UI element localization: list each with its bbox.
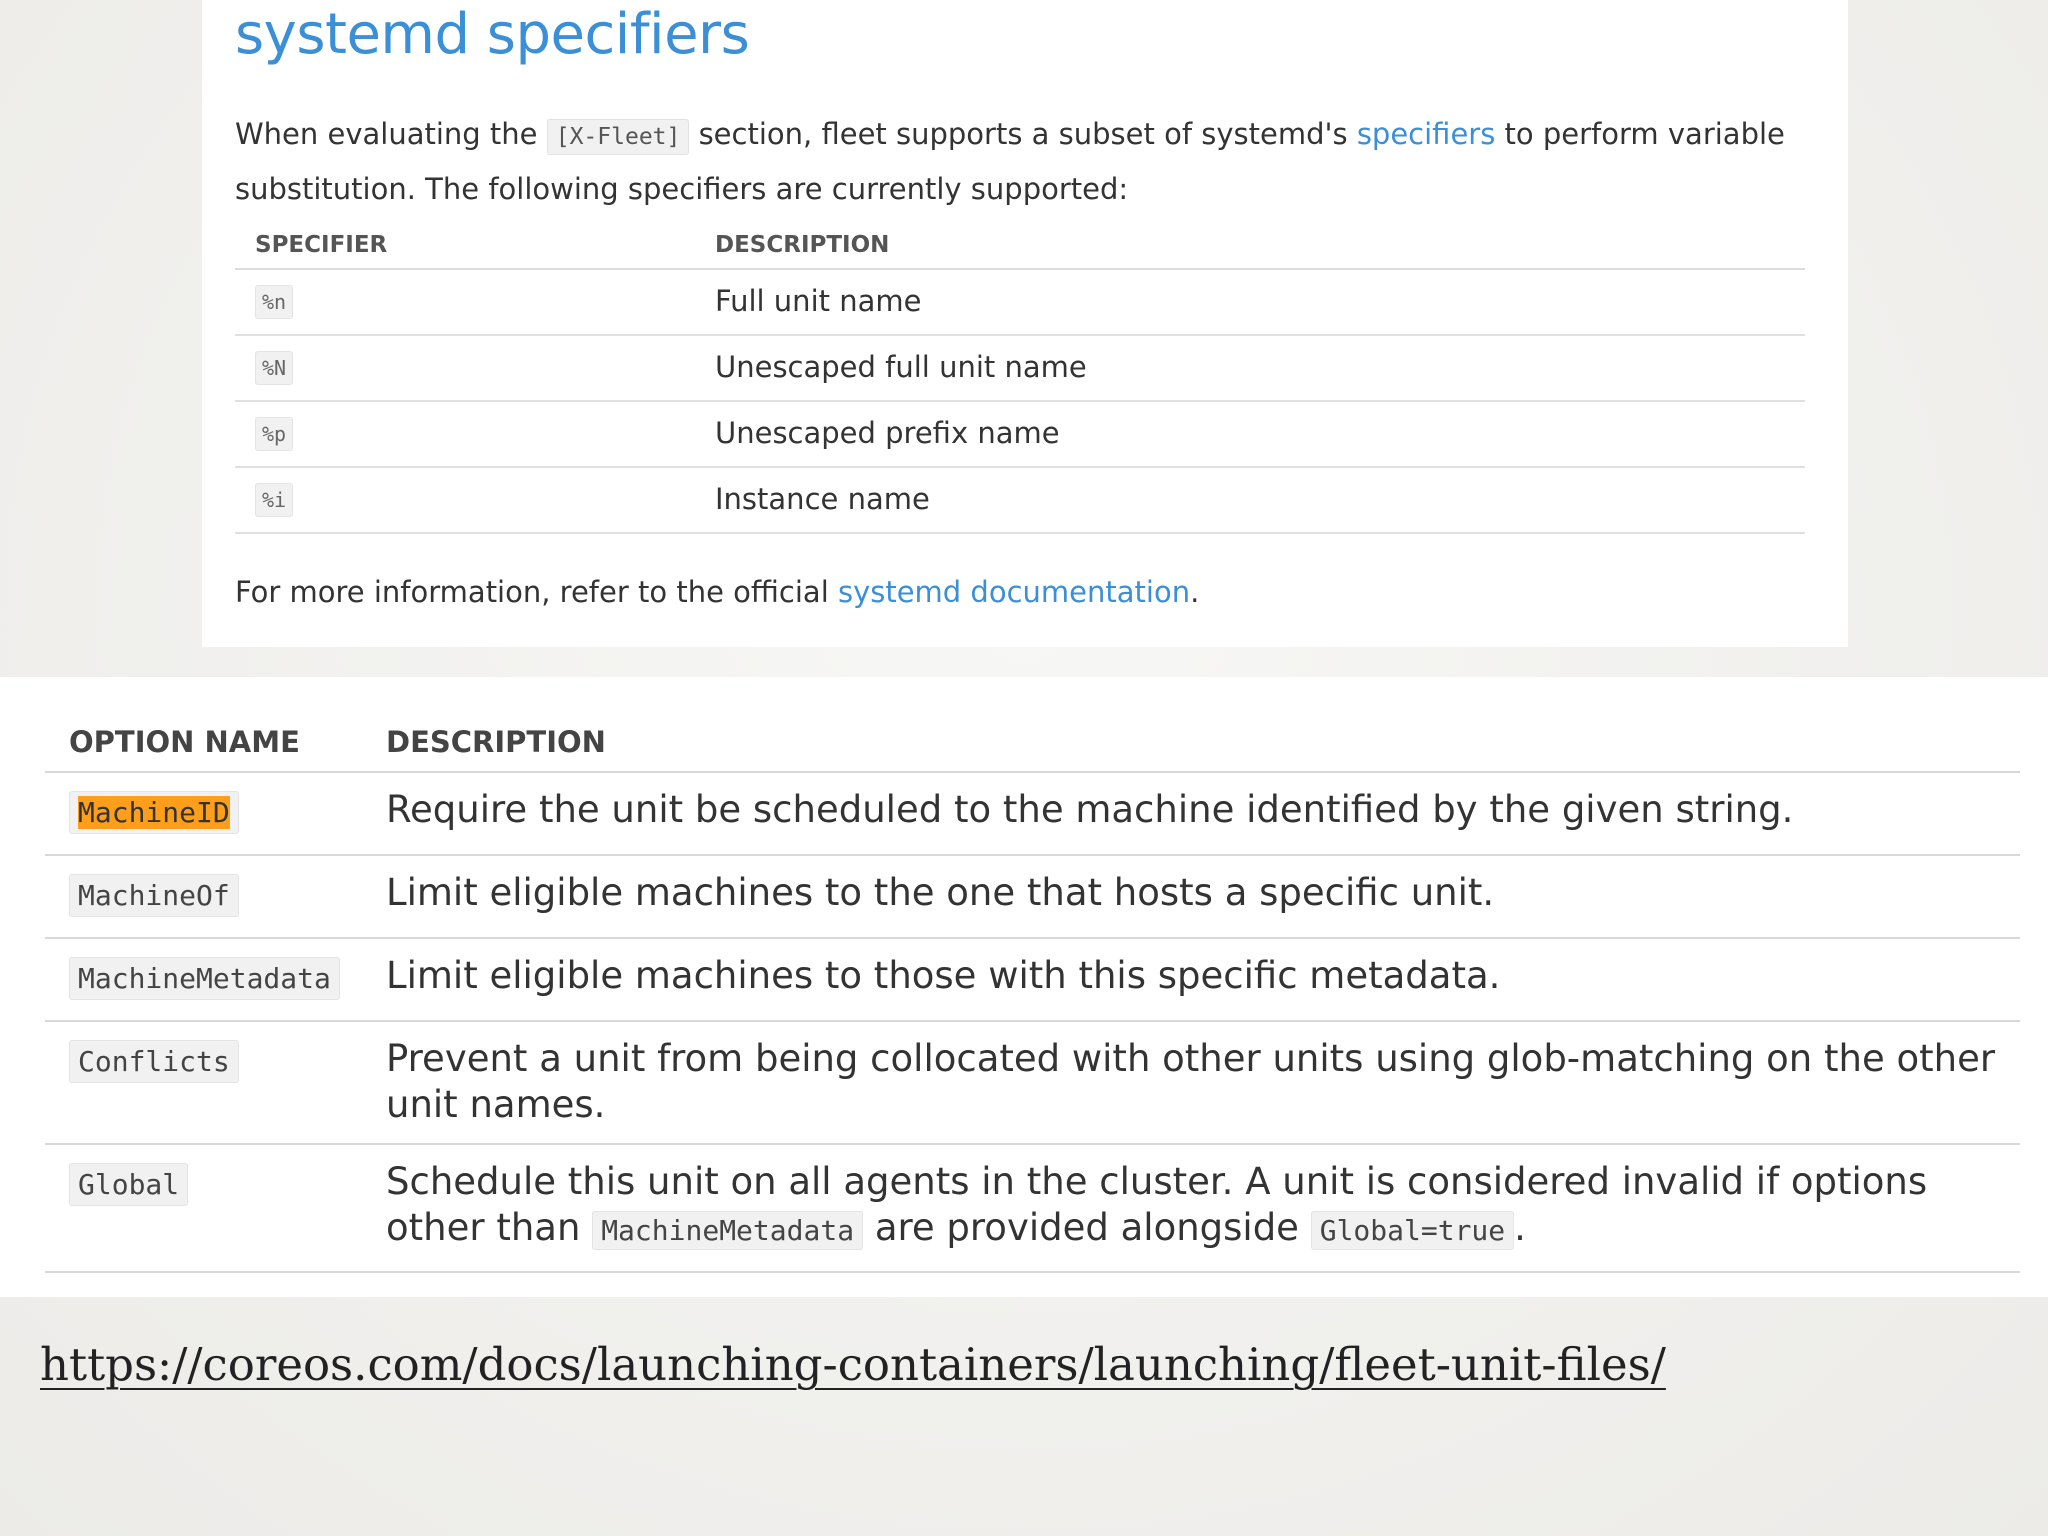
option-description — [386, 1159, 2016, 1254]
table-row — [45, 856, 2020, 939]
option-name: MachineOf — [69, 874, 239, 917]
table-row — [45, 1022, 2020, 1145]
option-description: Prevent a unit from being collocated with other units using glob-matching on the other unit names. — [386, 1037, 1996, 1126]
options-screenshot — [0, 677, 2048, 1297]
intro-paragraph — [235, 108, 1795, 215]
option-name: MachineMetadata — [69, 957, 340, 1000]
table-row — [45, 773, 2020, 856]
description-text: Schedule this unit on all agents in the cluster. A unit is considered invalid if options other than — [386, 1160, 1928, 1249]
specifiers-table-header — [235, 224, 1805, 270]
specifier-description: Full unit name — [715, 284, 922, 318]
table-row — [235, 270, 1805, 336]
specifier-description: Instance name — [715, 482, 930, 516]
more-info-suffix: . — [1190, 575, 1200, 609]
highlighted-option-name: MachineID — [78, 796, 230, 829]
intro-code: [X-Fleet] — [547, 119, 690, 155]
section-title: systemd specifiers — [235, 2, 750, 67]
source-url-link[interactable]: https://coreos.com/docs/launching-containers/launching/fleet-unit-files/ — [40, 1338, 1666, 1391]
specifiers-table — [235, 224, 1805, 534]
specifier-code: %p — [255, 417, 293, 451]
column-header-specifier: SPECIFIER — [255, 232, 388, 258]
specifiers-screenshot — [202, 0, 1848, 647]
options-table — [45, 701, 2020, 1273]
specifier-code: %n — [255, 285, 293, 319]
table-row — [45, 1145, 2020, 1273]
options-table-header — [45, 701, 2020, 773]
intro-text-2: section, fleet supports a subset of systemd's — [689, 117, 1357, 151]
specifiers-link[interactable]: specifiers — [1356, 117, 1496, 151]
systemd-documentation-link[interactable]: systemd documentation — [837, 575, 1191, 609]
table-row — [235, 402, 1805, 468]
option-description: Limit eligible machines to those with this specific metadata. — [386, 954, 1501, 997]
global-true-code: Global=true — [1311, 1211, 1514, 1250]
intro-text-1: When evaluating the — [235, 117, 547, 151]
column-header-description: DESCRIPTION — [386, 725, 606, 759]
option-description: Limit eligible machines to the one that hosts a specific unit. — [386, 871, 1495, 914]
more-info-text — [235, 575, 1199, 609]
description-text: . — [1514, 1206, 1526, 1249]
specifier-code: %N — [255, 351, 293, 385]
description-text: are provided alongside — [863, 1206, 1311, 1249]
column-header-description: DESCRIPTION — [715, 232, 890, 258]
table-row — [45, 939, 2020, 1022]
option-description: Require the unit be scheduled to the machine identified by the given string. — [386, 788, 1794, 831]
machinemetadata-code: MachineMetadata — [592, 1211, 863, 1250]
specifier-code: %i — [255, 483, 293, 517]
option-name — [69, 791, 239, 834]
intro-text-3: to perform variable substitution. The following specifiers are currently supported: — [235, 117, 1785, 206]
column-header-option-name: OPTION NAME — [69, 725, 300, 759]
table-row — [235, 468, 1805, 534]
option-name: Global — [69, 1163, 188, 1206]
option-name: Conflicts — [69, 1040, 239, 1083]
table-row — [235, 336, 1805, 402]
specifier-description: Unescaped prefix name — [715, 416, 1060, 450]
more-info-prefix: For more information, refer to the official — [235, 575, 838, 609]
specifier-description: Unescaped full unit name — [715, 350, 1087, 384]
